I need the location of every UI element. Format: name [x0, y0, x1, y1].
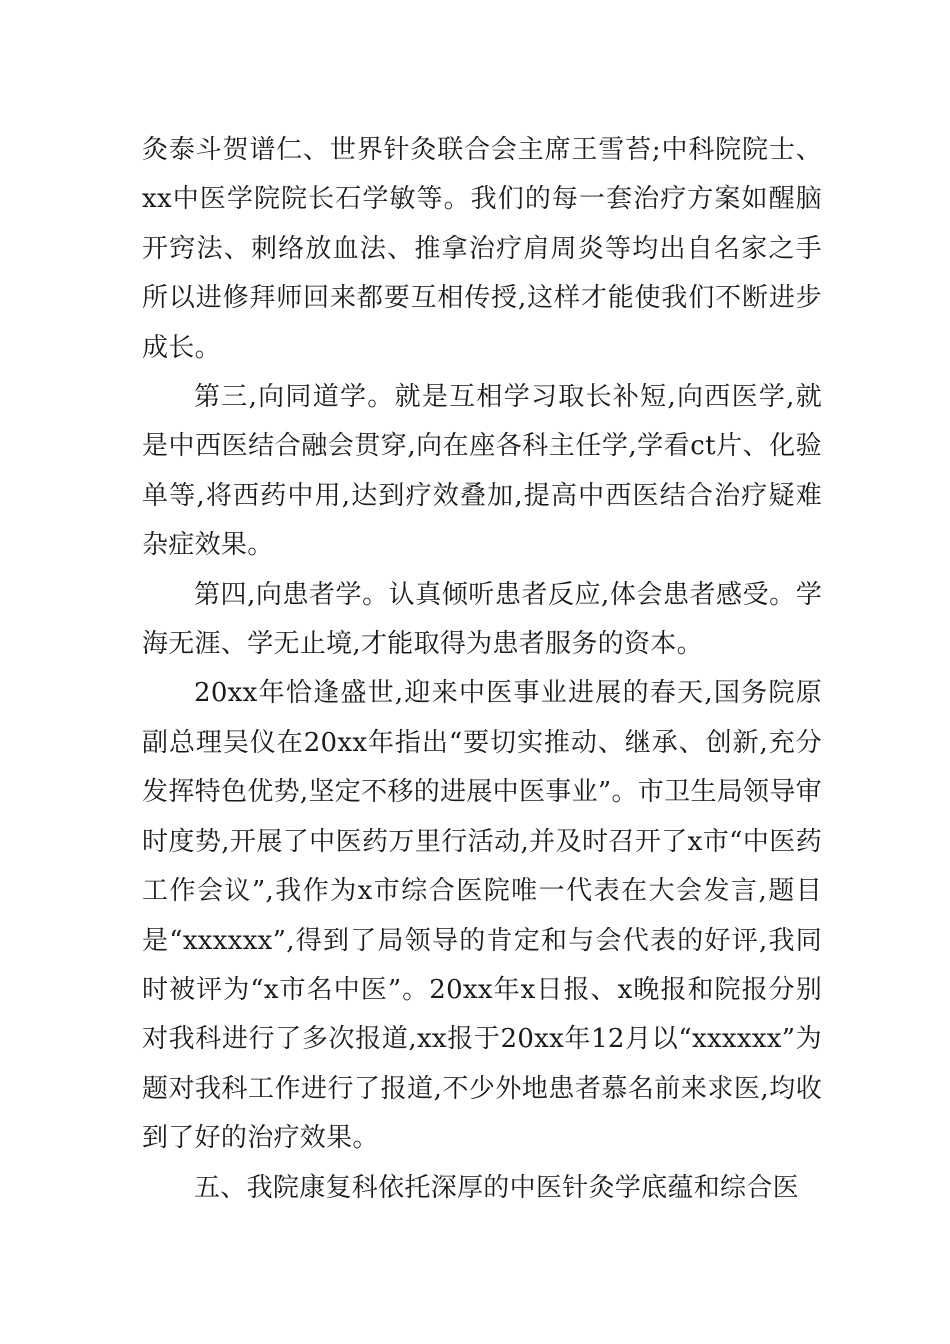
paragraph-3: 第四,向患者学。认真倾听患者反应,体会患者感受。学海无涯、学无止境,才能取得为患者服务的资本。: [142, 579, 822, 660]
paragraph-2: 第三,向同道学。就是互相学习取长补短,向西医学,就是中西医结合融会贯穿,向在座各科主任学,学看ct片、化验单等,将西药中用,达到疗效叠加,提高中西医结合治疗疑难杂症效果。: [142, 382, 822, 561]
paragraph-1: 灸泰斗贺谱仁、世界针灸联合会主席王雪苔;中科院院士、xx中医学院院长石学敏等。我们的每一套治疗方案如醒脑开窍法、刺络放血法、推拿治疗肩周炎等均出自名家之手所以进修拜师回来都要互相传授,这样才能使我们不断进步成长。: [142, 135, 822, 363]
document-body: [142, 126, 822, 1213]
paragraph-4: 20xx年恰逢盛世,迎来中医事业进展的春天,国务院原副总理吴仪在20xx年指出“要切实推动、继承、创新,充分发挥特色优势,坚定不移的进展中医事业”。市卫生局领导审时度势,开展了中医药万里行活动,并及时召开了x市“中医药工作会议”,我作为x市综合医院唯一代表在大会发言,题目是“xxxxxx”,得到了局领导的肯定和与会代表的好评,我同时被评为“x市名中医”。20xx年x日报、x晚报和院报分别对我科进行了多次报道,xx报于20xx年12月以“xxxxxx”为题对我科工作进行了报道,不少外地患者慕名前来求医,均收到了好的治疗效果。: [142, 678, 822, 1154]
paragraph-5: 五、我院康复科依托深厚的中医针灸学底蕴和综合医: [194, 1172, 799, 1203]
